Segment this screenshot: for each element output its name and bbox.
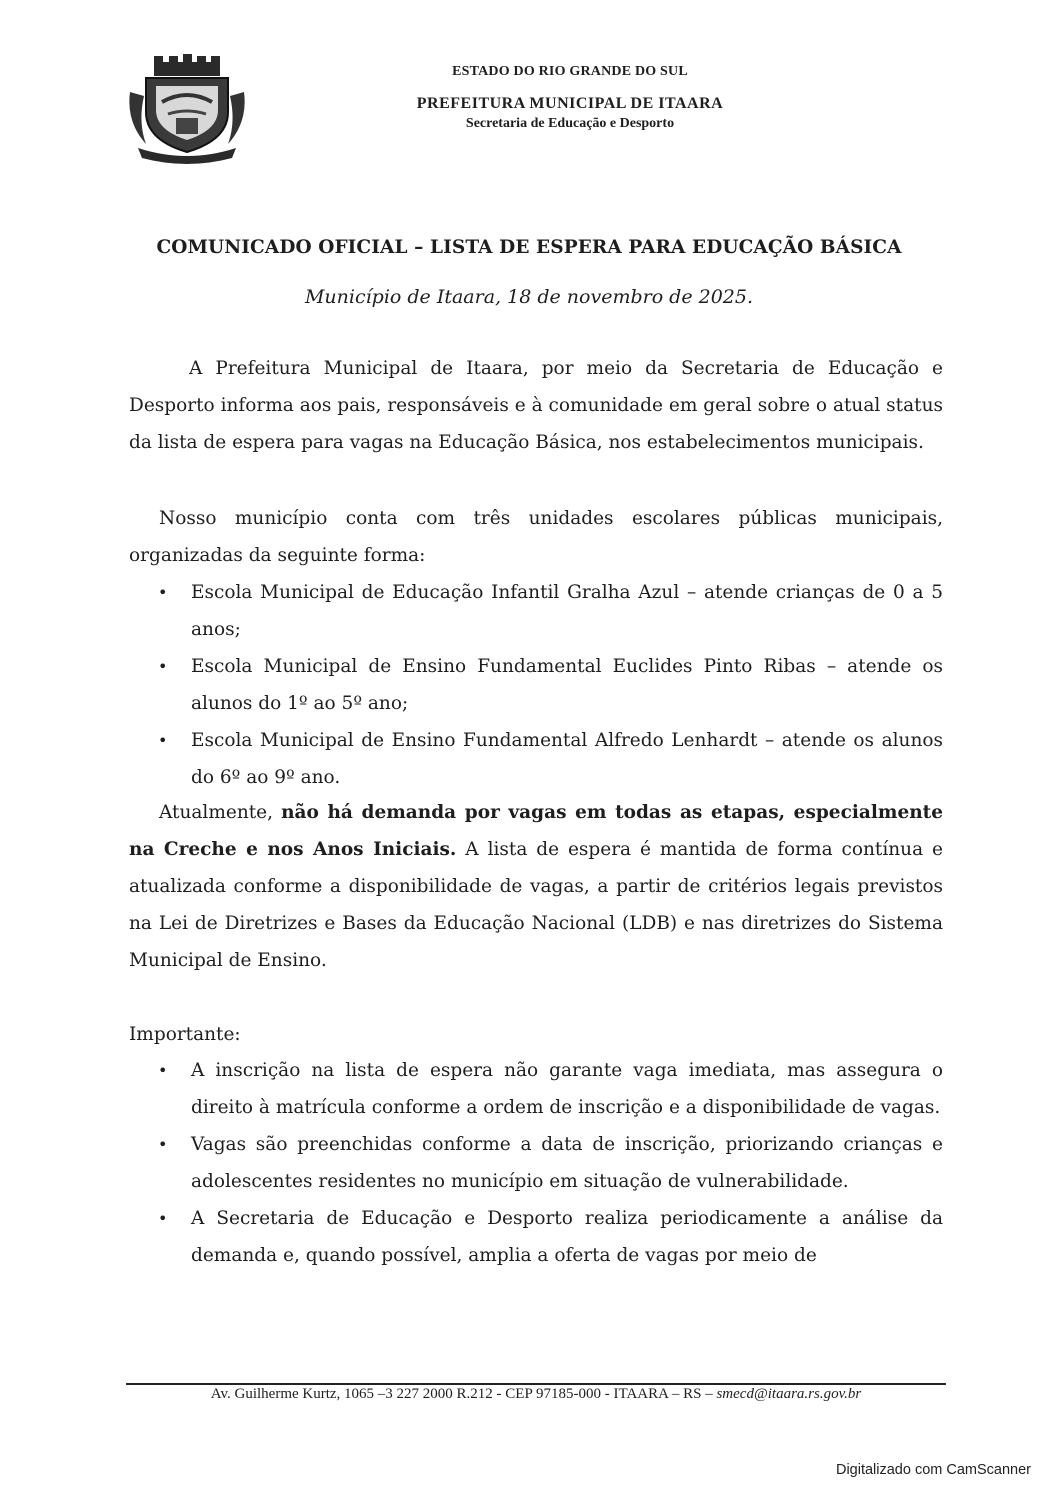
status-highlight: não há demanda por vagas em todas as etapas, especialmente na Creche e nos Anos Iniciais. xyxy=(129,802,943,860)
list-item: • A inscrição na lista de espera não garante vaga imediata, mas assegura o direito à matrícula conforme a ordem de inscrição e a disponibilidade de vagas. xyxy=(129,1052,943,1126)
header-prefeitura: PREFEITURA MUNICIPAL DE ITAARA xyxy=(416,95,724,112)
letterhead xyxy=(360,64,780,132)
document-title: COMUNICADO OFICIAL – LISTA DE ESPERA PARA EDUCAÇÃO BÁSICA xyxy=(156,237,902,258)
list-item: • Escola Municipal de Ensino Fundamental Euclides Pinto Ribas – atende os alunos do 1º ao 5º ano; xyxy=(129,648,943,722)
bullet-icon: • xyxy=(158,1135,168,1154)
schools-list xyxy=(129,574,943,796)
dateline: Município de Itaara, 18 de novembro de 2025. xyxy=(304,286,754,308)
bullet-icon: • xyxy=(158,583,168,602)
list-item: • Vagas são preenchidas conforme a data de inscrição, priorizando crianças e adolescentes residentes no município em situação de vulnerabilidade. xyxy=(129,1126,943,1200)
footer-divider xyxy=(126,1383,946,1385)
header-secretaria: Secretaria de Educação e Desporto xyxy=(465,116,675,131)
bullet-icon: • xyxy=(158,1209,168,1228)
intro-paragraph: A Prefeitura Municipal de Itaara, por meio da Secretaria de Educação e Desporto informa aos pais, responsáveis e à comunidade em geral sobre o atual status da lista de espera para vagas na Educação Básica, nos estabelecimentos municipais. xyxy=(129,358,943,453)
header-state: ESTADO DO RIO GRANDE DO SUL xyxy=(452,64,688,79)
footer-address: Av. Guilherme Kurtz, 1065 –3 227 2000 R.212 - CEP 97185-000 - ITAARA – RS – smecd@itaara.rs.gov.br xyxy=(210,1386,862,1402)
important-label: Importante: xyxy=(129,1024,241,1045)
important-list xyxy=(129,1052,943,1274)
list-item: • Escola Municipal de Educação Infantil Gralha Azul – atende crianças de 0 a 5 anos; xyxy=(129,574,943,648)
scanner-watermark: Digitalizado com CamScanner xyxy=(835,1462,1031,1478)
bullet-icon: • xyxy=(158,731,168,750)
bullet-icon: • xyxy=(158,1061,168,1080)
list-item: • Escola Municipal de Ensino Fundamental Alfredo Lenhardt – atende os alunos do 6º ao 9º ano. xyxy=(129,722,943,796)
list-item: • A Secretaria de Educação e Desporto realiza periodicamente a análise da demanda e, quando possível, amplia a oferta de vagas por meio de xyxy=(129,1200,943,1274)
schools-intro-paragraph: Nosso município conta com três unidades escolares públicas municipais, organizadas da seguinte forma: xyxy=(129,508,943,566)
municipal-crest-icon xyxy=(124,52,250,166)
footer-email: smecd@itaara.rs.gov.br xyxy=(716,1386,862,1402)
status-paragraph: Atualmente, não há demanda por vagas em todas as etapas, especialmente na Creche e nos Anos Iniciais. A lista de espera é mantida de forma contínua e atualizada conforme a disponibilidade de vagas, a partir de critérios legais previstos na Lei de Diretrizes e Bases da Educação Nacional (LDB) e nas diretrizes do Sistema Municipal de Ensino. xyxy=(129,802,943,971)
bullet-icon: • xyxy=(158,657,168,676)
